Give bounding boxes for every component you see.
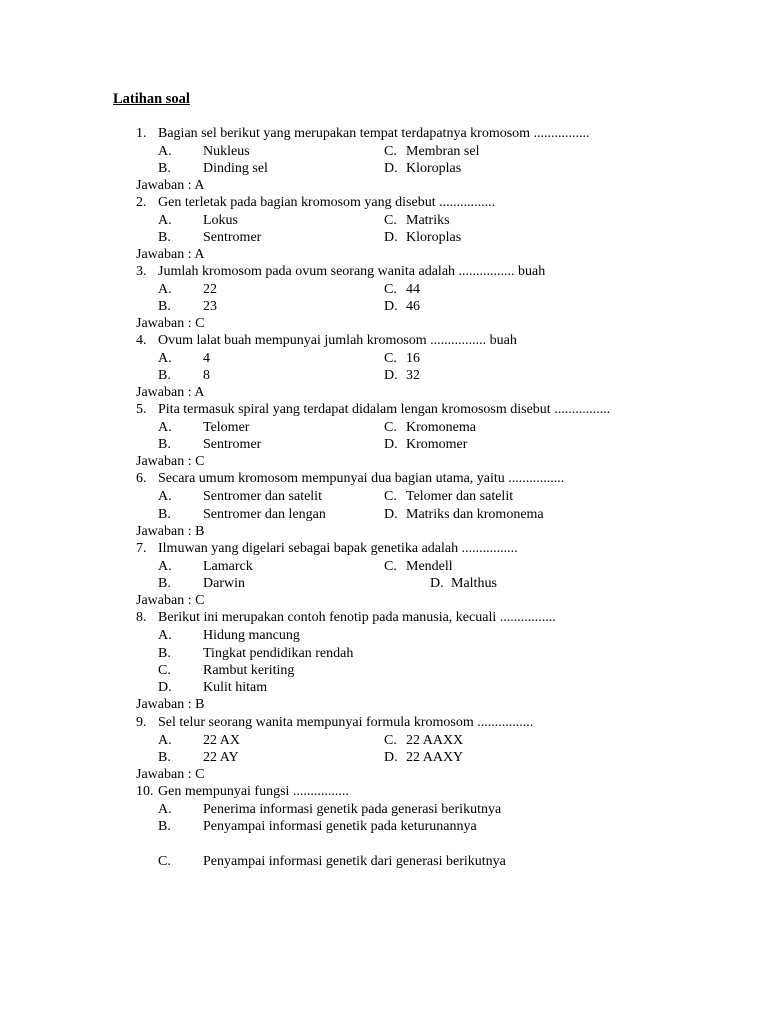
option-text: Lokus (203, 213, 238, 228)
option-row (0, 281, 768, 298)
option-row (0, 229, 768, 246)
option-text: Sentromer dan lengan (203, 507, 326, 522)
option-letter: C. (384, 733, 397, 748)
question-number: 3. (136, 264, 147, 279)
question-text: Jumlah kromosom pada ovum seorang wanita adalah ................ buah (158, 264, 546, 279)
option-letter: B. (158, 576, 171, 591)
answer-line (0, 384, 768, 401)
option-letter: D. (384, 161, 398, 176)
question-number: 5. (136, 402, 147, 417)
option-letter: D. (158, 680, 172, 695)
option-letter: D. (384, 368, 398, 383)
option-text: Sentromer dan satelit (203, 489, 322, 504)
option-text: 46 (406, 299, 420, 314)
option-row (0, 627, 768, 644)
option-text: Sentromer (203, 230, 262, 245)
option-row (0, 575, 768, 592)
option-text: Hidung mancung (203, 628, 300, 643)
option-letter: A. (158, 628, 172, 643)
answer-line (0, 246, 768, 263)
option-text: Matriks dan kromonema (406, 507, 544, 522)
option-text: Kulit hitam (203, 680, 268, 695)
option-row (0, 367, 768, 384)
question-3 (0, 263, 768, 280)
option-row (0, 160, 768, 177)
answer-text: Jawaban : C (136, 454, 205, 469)
answer-text: Jawaban : C (136, 593, 205, 608)
option-text: Mendell (406, 559, 453, 574)
option-letter: D. (384, 299, 398, 314)
option-letter: C. (384, 559, 397, 574)
page-title: Latihan soal (113, 91, 190, 107)
option-letter: C. (384, 144, 397, 159)
question-text: Gen mempunyai fungsi ................ (158, 784, 349, 799)
option-text: Malthus (451, 576, 497, 591)
option-text: 23 (203, 299, 217, 314)
option-row (0, 679, 768, 696)
option-row (0, 749, 768, 766)
option-text: 22 (203, 282, 217, 297)
option-letter: A. (158, 213, 172, 228)
option-text: Membran sel (406, 144, 480, 159)
option-text: 4 (203, 351, 210, 366)
answer-line (0, 523, 768, 540)
option-letter: D. (384, 507, 398, 522)
question-10 (0, 783, 768, 800)
option-letter: A. (158, 144, 172, 159)
option-letter: A. (158, 282, 172, 297)
option-text: Telomer dan satelit (406, 489, 514, 504)
option-text: Rambut keriting (203, 663, 295, 678)
answer-line (0, 315, 768, 332)
question-number: 2. (136, 195, 147, 210)
answer-text: Jawaban : C (136, 316, 205, 331)
option-letter: A. (158, 420, 172, 435)
option-text: Penyampai informasi genetik dari generasi berikutnya (203, 854, 506, 869)
option-letter: C. (384, 351, 397, 366)
option-letter: D. (384, 230, 398, 245)
option-row (0, 298, 768, 315)
question-number: 10. (136, 784, 154, 799)
option-text: Kromonema (406, 420, 476, 435)
question-8 (0, 609, 768, 626)
question-text: Sel telur seorang wanita mempunyai formula kromosom ................ (158, 715, 534, 730)
option-letter: C. (384, 489, 397, 504)
question-7 (0, 540, 768, 557)
option-text: 8 (203, 368, 210, 383)
option-letter: C. (158, 854, 171, 869)
option-row (0, 801, 768, 818)
option-row (0, 143, 768, 160)
question-text: Bagian sel berikut yang merupakan tempat terdapatnya kromosom ................ (158, 126, 590, 141)
question-number: 8. (136, 610, 147, 625)
option-text: Kloroplas (406, 161, 462, 176)
answer-text: Jawaban : A (136, 247, 205, 262)
option-text: 32 (406, 368, 420, 383)
option-text: Sentromer (203, 437, 262, 452)
question-number: 7. (136, 541, 147, 556)
option-text: Nukleus (203, 144, 250, 159)
option-text: Tingkat pendidikan rendah (203, 646, 354, 661)
option-text: 22 AX (203, 733, 240, 748)
option-letter: C. (158, 663, 171, 678)
answer-text: Jawaban : B (136, 697, 205, 712)
question-5 (0, 401, 768, 418)
option-text: Kloroplas (406, 230, 462, 245)
option-letter: D. (384, 750, 398, 765)
option-letter: C. (384, 282, 397, 297)
option-text: 22 AAXY (406, 750, 464, 765)
option-row (0, 350, 768, 367)
option-letter: D. (430, 576, 444, 591)
question-text: Secara umum kromosom mempunyai dua bagian utama, yaitu ................ (158, 471, 565, 486)
question-1 (0, 125, 768, 142)
option-letter: B. (158, 437, 171, 452)
option-row (0, 662, 768, 679)
option-letter: A. (158, 489, 172, 504)
option-text: Penyampai informasi genetik pada keturunannya (203, 819, 477, 834)
option-row (0, 506, 768, 523)
option-text: Telomer (203, 420, 250, 435)
option-text: Matriks (406, 213, 450, 228)
question-9 (0, 714, 768, 731)
question-text: Ilmuwan yang digelari sebagai bapak genetika adalah ................ (158, 541, 518, 556)
option-text: Dinding sel (203, 161, 268, 176)
answer-line (0, 592, 768, 609)
option-letter: B. (158, 819, 171, 834)
answer-text: Jawaban : A (136, 385, 205, 400)
option-letter: B. (158, 368, 171, 383)
option-text: 16 (406, 351, 420, 366)
answer-text: Jawaban : C (136, 767, 205, 782)
answer-text: Jawaban : A (136, 178, 205, 193)
option-letter: B. (158, 230, 171, 245)
question-number: 6. (136, 471, 147, 486)
option-letter: A. (158, 351, 172, 366)
option-text: 44 (406, 282, 420, 297)
option-row (0, 732, 768, 749)
answer-line (0, 453, 768, 470)
option-letter: C. (384, 420, 397, 435)
option-row (0, 645, 768, 662)
option-row (0, 212, 768, 229)
option-letter: D. (384, 437, 398, 452)
option-row (0, 818, 768, 835)
question-text: Pita termasuk spiral yang terdapat didalam lengan kromososm disebut ................ (158, 402, 611, 417)
option-letter: B. (158, 646, 171, 661)
option-letter: A. (158, 802, 172, 817)
answer-line (0, 766, 768, 783)
option-letter: C. (384, 213, 397, 228)
question-number: 9. (136, 715, 147, 730)
option-letter: B. (158, 750, 171, 765)
option-text: 22 AY (203, 750, 239, 765)
question-number: 1. (136, 126, 147, 141)
option-row (0, 853, 768, 870)
option-row (0, 488, 768, 505)
option-text: Darwin (203, 576, 245, 591)
option-letter: B. (158, 161, 171, 176)
option-letter: A. (158, 559, 172, 574)
option-letter: B. (158, 299, 171, 314)
option-text: Kromomer (406, 437, 468, 452)
option-text: Lamarck (203, 559, 253, 574)
question-text: Ovum lalat buah mempunyai jumlah kromosom ................ buah (158, 333, 517, 348)
answer-text: Jawaban : B (136, 524, 205, 539)
question-2 (0, 194, 768, 211)
option-text: Penerima informasi genetik pada generasi berikutnya (203, 802, 502, 817)
option-letter: B. (158, 507, 171, 522)
question-text: Berikut ini merupakan contoh fenotip pada manusia, kecuali ................ (158, 610, 556, 625)
answer-line (0, 696, 768, 713)
question-text: Gen terletak pada bagian kromosom yang disebut ................ (158, 195, 496, 210)
option-row (0, 558, 768, 575)
question-4 (0, 332, 768, 349)
option-row (0, 419, 768, 436)
answer-line (0, 177, 768, 194)
question-6 (0, 470, 768, 487)
option-text: 22 AAXX (406, 733, 464, 748)
option-row (0, 436, 768, 453)
option-letter: A. (158, 733, 172, 748)
question-number: 4. (136, 333, 147, 348)
